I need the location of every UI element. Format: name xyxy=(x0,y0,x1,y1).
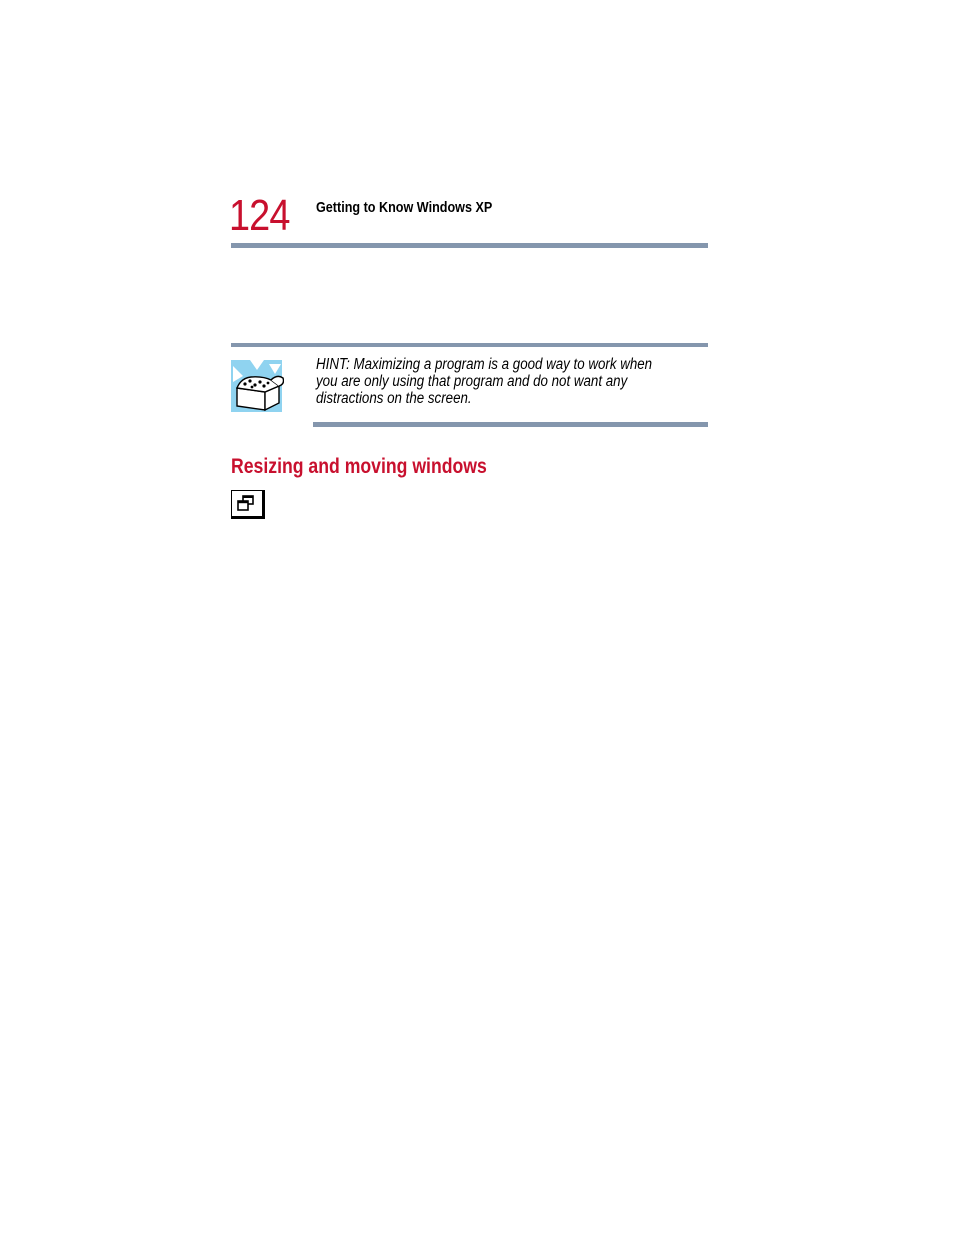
restore-down-icon xyxy=(231,490,265,519)
hint-line: HINT: Maximizing a program is a good way to work when xyxy=(316,356,653,373)
running-header-title: Getting to Know Windows XP xyxy=(316,199,493,216)
hint-line: distractions on the screen. xyxy=(316,390,472,407)
treasure-chest-icon xyxy=(231,360,284,414)
page-number: 124 xyxy=(229,191,290,240)
hint-line: you are only using that program and do not want any xyxy=(316,373,628,390)
header-divider xyxy=(231,243,708,248)
section-heading: Resizing and moving windows xyxy=(231,455,487,478)
hint-top-divider xyxy=(231,343,708,347)
hint-bottom-divider xyxy=(313,422,708,427)
hint-text xyxy=(316,356,677,407)
